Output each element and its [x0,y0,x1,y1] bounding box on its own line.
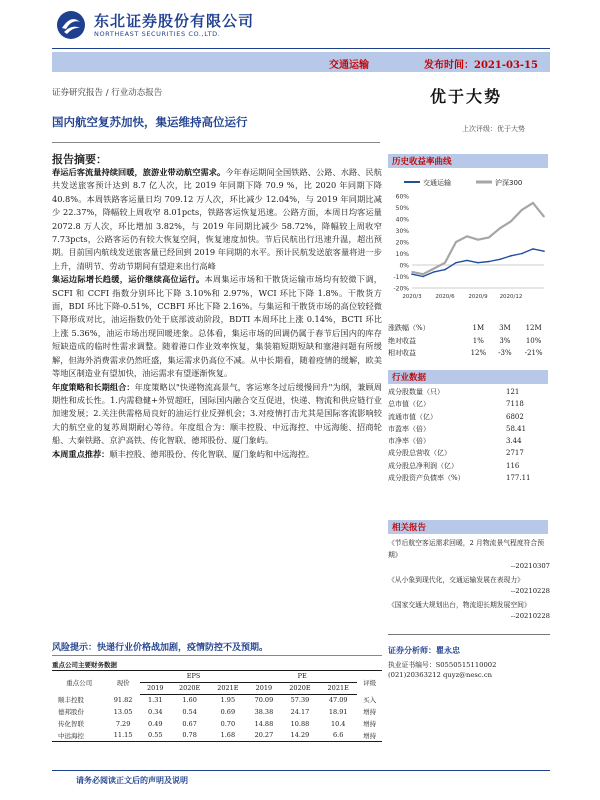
industry-data-row [388,435,550,447]
data-point [510,221,512,223]
fin-rating: 增持 [357,729,382,741]
report-title: 国内航空复苏加快，集运维持高位运行 [52,115,248,129]
data-point [422,273,424,275]
fin-eps: 0.34 [148,707,163,716]
company-logo-icon [56,10,86,40]
fin-eps: 0.67 [182,719,197,728]
company-name-en: NORTHEAST SECURITIES CO.,LTD. [94,30,221,38]
fin-pe: 20.27 [247,729,281,741]
data-label: 市盈率（倍） [388,424,430,433]
analyst-contact[interactable]: (021)20363212 quyz@nesc.cn [388,671,493,679]
data-point [499,258,501,260]
summary-paragraph [52,273,382,380]
fin-eps: 0.70 [220,719,236,728]
related-report[interactable] [388,575,550,598]
fin-pe: 10.4 [330,719,346,728]
related-divider [388,634,550,635]
related-report[interactable] [388,538,550,573]
data-label: 流通市值（亿） [388,412,437,421]
fin-pe: 70.09 [254,696,274,705]
industry-data-row [388,447,550,459]
chart-box-title-text: 历史收益率曲线 [392,157,452,167]
x-tick-label: 2020/9 [468,294,488,300]
paragraph-lead: 集运边际增长趋缓，运价继续高位运行。 [52,274,205,285]
fin-row [52,718,382,730]
fin-price: 11.15 [106,729,140,741]
fin-pe: 10.88 [290,719,310,728]
data-point [444,269,446,271]
y-tick-label: -20% [393,285,409,293]
data-point [466,260,468,262]
summary-paragraph [52,166,382,273]
fin-year: 2020E [170,682,208,694]
legend-label: 沪深300 [495,179,523,187]
data-value: 116 [506,461,520,470]
related-report-date: --20210228 [510,612,550,620]
fin-pe: 24.17 [290,707,310,716]
fin-eps: 1.68 [209,729,247,741]
summary-paragraph [52,448,382,461]
analyst-prefix: 证券分析师： [388,645,436,655]
fin-year: 2020E [281,682,319,694]
risk-divider [52,655,382,656]
header-rule [52,48,550,49]
related-box-title-text: 相关报告 [392,523,427,533]
fin-price: 7.29 [115,719,131,728]
fin-eps: 0.69 [220,707,236,716]
returns-chart [388,172,550,308]
industry-data-row [388,398,550,410]
fin-eps: 0.55 [140,729,170,741]
perf-cell: 1% [472,336,484,345]
footer-rule [52,770,550,771]
x-tick-label: 2020/6 [435,294,455,300]
fin-year: 2021E [319,682,357,694]
related-box-title [388,520,548,534]
doc-type: 证券研究报告 / 行业动态报告 [52,88,163,98]
publish-date: 发布时间：2021-03-15 [424,60,538,71]
data-value: 3.44 [506,437,522,446]
data-point [488,237,490,239]
perf-cell: 相对收益 [388,348,416,357]
related-report[interactable] [388,600,550,623]
data-point [411,273,413,275]
fin-eps: 0.54 [182,707,197,716]
data-point [543,216,545,218]
summary-paragraph [52,381,382,448]
perf-cell: 12% [470,348,487,357]
fin-header-rating: 评级 [357,671,382,695]
data-point [444,262,446,264]
fin-company: 德邦股份 [58,708,84,717]
data-value: 6802 [506,412,524,421]
data-point [499,227,501,229]
fin-rating: 买入 [363,696,377,705]
data-label: 成分股数量（只） [388,388,444,396]
data-point [466,235,468,237]
data-value: 177.11 [506,474,531,483]
fin-table-title: 重点公司主要财务数据 [52,661,117,669]
fin-price: 91.82 [113,695,133,704]
perf-cell: 绝对收益 [388,336,416,345]
title-divider [52,142,380,143]
paragraph-text: 今年春运期间全国铁路、公路、水路、民航共发送旅客预计达到 8.7 亿人次，比 2019 年同期下降 70.9 %，比 2020 年同期下降 40.8%。本周铁路客运量日均 709.12 万人次，环比减少 12.04%，与 2019 年同期比减少 22.37%，降幅较上周收窄 8.01pcts，铁路客运恢复迅速。公路方面，本周日均客运量 2072.8 万人次，环比增加 3.82%，与 2019 年同期比减少 58.72%，降幅较上周收窄 7.73pcts，公路客运仍有较大恢复空间，恢复速度加快。节后民航出行迅速升温，超出预期。目前国内航线发送旅客量已经回到 2019 年同期的水平。预计民航发送旅客量将进一步上升，清明节、劳动节期间有望迎来出行高峰 [52,167,382,271]
data-point [455,262,457,264]
paragraph-lead: 本周重点推荐： [52,448,110,459]
fin-header-pe: PE [247,671,357,683]
y-tick-label: 50% [395,205,409,212]
y-tick-label: 30% [395,228,409,235]
legend-label: 交通运输 [423,179,451,187]
fin-pe: 38.38 [254,707,274,716]
perf-header-cell: 涨跌幅（%） [388,324,430,333]
chart-box-title [388,154,548,168]
data-point [532,248,534,250]
data-point [521,253,523,255]
previous-rating: 上次评级：优于大势 [462,125,525,133]
fin-row [52,729,382,741]
paragraph-text: 年度策略以"快递物流高景气，客运寒冬过后缓慢回升"为纲，兼顾周期性和成长性。1.内需稳健+外贸超旺，国际国内融合交互促进，快递、物流和供应链行业加速发展；2.关注供需格局良好的油运行业反弹机会；3.对疫情打击尤其是国际客流影响较大的航空业的复苏周期耐心等待。年度组合为：顺丰控股、中远海控、中远海能、招商轮船、大秦铁路、京沪高铁、传化智联、德邦股份、厦门象屿。 [52,381,382,446]
data-point [543,250,545,252]
related-report-title[interactable]: 《节后航空客运需求回暖，2 月物流景气程度符合预期》 [388,539,545,559]
fin-pe: 14.29 [281,729,319,741]
fin-rating: 增持 [363,720,377,729]
financial-table [52,670,382,742]
risk-warning: 风险提示：快递行业价格战加剧，疫情防控不及预期。 [52,643,269,653]
analyst-cert: 执业证书编号：S0550515110002 [388,661,497,669]
x-tick-label: 2020/12 [499,294,523,300]
perf-header-cell: 3M [499,324,511,333]
fin-header-eps: EPS [140,671,247,683]
industry-data-list [388,386,550,484]
fin-pe: 18.91 [328,707,348,716]
fin-eps: 1.95 [220,696,236,705]
perf-row [388,347,550,359]
fin-row [52,706,382,718]
fin-company: 中远海控 [52,729,106,741]
fin-year: 2019 [247,682,281,694]
fin-pe: 57.39 [290,696,310,705]
related-reports [388,538,550,625]
data-box-title-text: 行业数据 [392,373,427,383]
fin-eps: 0.49 [148,719,163,728]
fin-year: 2021E [209,682,247,694]
data-label: 市净率（倍） [388,437,430,446]
y-tick-label: 0% [399,262,409,270]
perf-cell: -3% [498,348,512,357]
sector-label: 交通运输 [329,60,369,71]
fin-eps: 0.78 [170,729,208,741]
analyst-name: 瞿永忠 [436,645,460,655]
data-point [488,261,490,263]
industry-data-row [388,472,550,484]
fin-company: 传化智联 [58,720,84,729]
summary-body [52,166,382,461]
footer-disclaimer[interactable]: 请务必阅读正文后的声明及说明 [76,775,188,785]
paragraph-text: 本周集运市场和干散货运输市场均有较微下调，SCFI 和 CCFI 指数分别环比下降 3.10%和 2.97%，WCI 环比下降 1.8%。干散货方面，BDI 环比下降-0.51%，CCBFI 环比下降 2.16%。与集运和干散货市场的高位较轻微下降形成对比，油运指数仍处于底部波动阶段，BDTI 本周环比上涨 0.14%，BCTI 环比上涨 5.36%，油运市场出现回暖迹象。总体看，集运市场的回调仍属于春节后国内的库存短缺造成的临时性需求调整。随着港口作业效率恢复，集装箱短期短缺和塞港问题有所缓解，但海外消费需求仍然旺盛，集运需求仍高位不减。从中长期看，随着疫情的缓解，欧美等地区制造业有望加快，油运需求有望逐渐恢复。 [52,274,382,379]
data-label: 成分股总营收（亿） [388,449,451,458]
perf-header-cell: 1M [472,324,485,333]
perf-cell: -21% [524,348,543,357]
data-value: 7118 [506,400,524,409]
fin-header-company: 重点公司 [52,671,106,695]
summary-heading: 报告摘要： [52,153,107,166]
related-report-title[interactable]: 《国家交通大规划出台，物流迎长期发展空间》 [388,600,531,609]
analyst-heading [388,645,460,656]
data-point [477,262,479,264]
fin-pe: 6.6 [319,729,357,741]
fin-eps: 1.60 [182,696,197,705]
fin-year: 2019 [140,682,170,694]
data-value: 2717 [506,449,524,458]
data-box-title [388,370,548,384]
data-point [477,239,479,241]
x-tick-label: 2020/3 [402,294,422,300]
data-point [510,255,512,257]
fin-row [52,694,382,706]
data-label: 总市值（亿） [388,400,430,409]
fin-pe: 47.09 [328,696,348,705]
data-point [433,268,435,270]
data-label: 成分股资产负债率（%） [388,474,465,483]
y-tick-label: 20% [395,239,409,247]
industry-data-row [388,386,550,398]
data-label: 成分股总净利润（亿） [388,461,458,470]
rating: 优于大势 [430,87,503,106]
performance-table [388,322,550,359]
industry-data-row [388,411,550,423]
y-tick-label: 10% [395,251,409,258]
data-value: 121 [506,388,520,396]
paragraph-lead: 春运后客流量持续回暖，旅游业带动航空需求。 [52,167,226,177]
related-report-date: --20210228 [510,587,550,595]
industry-data-row [388,423,550,435]
perf-cell: 3% [499,336,511,345]
industry-data-row [388,460,550,472]
related-report-title[interactable]: 《从小象到现代化，交通运输发展在表现力》 [388,575,524,584]
y-tick-label: 60% [395,193,409,201]
fin-header-price: 现价 [106,671,140,695]
data-value: 58.41 [506,424,527,433]
fin-pe: 14.88 [254,719,274,728]
data-point [411,271,413,273]
related-report-date: --20210307 [510,562,550,570]
paragraph-text: 顺丰控股、德邦股份、传化智联、厦门象屿和中远海控。 [109,448,315,459]
company-name-cn: 东北证券股份有限公司 [94,12,255,30]
data-point [532,202,534,204]
data-point [521,209,523,211]
perf-header-cell: 12M [525,324,542,333]
data-point [455,241,457,243]
fin-company: 顺丰控股 [58,696,84,705]
fin-header-row [52,671,382,683]
series-line-hs300 [412,203,544,274]
y-tick-label: 40% [395,216,409,224]
fin-rating: 增持 [363,708,377,717]
data-point [422,276,424,278]
perf-header-row [388,322,550,334]
perf-row [388,334,550,346]
fin-eps: 1.31 [148,696,163,705]
fin-price: 13.05 [113,707,133,716]
y-tick-label: -10% [393,274,409,281]
paragraph-lead: 年度策略和长期组合： [52,381,135,392]
perf-cell: 10% [525,336,542,345]
data-point [433,271,435,273]
